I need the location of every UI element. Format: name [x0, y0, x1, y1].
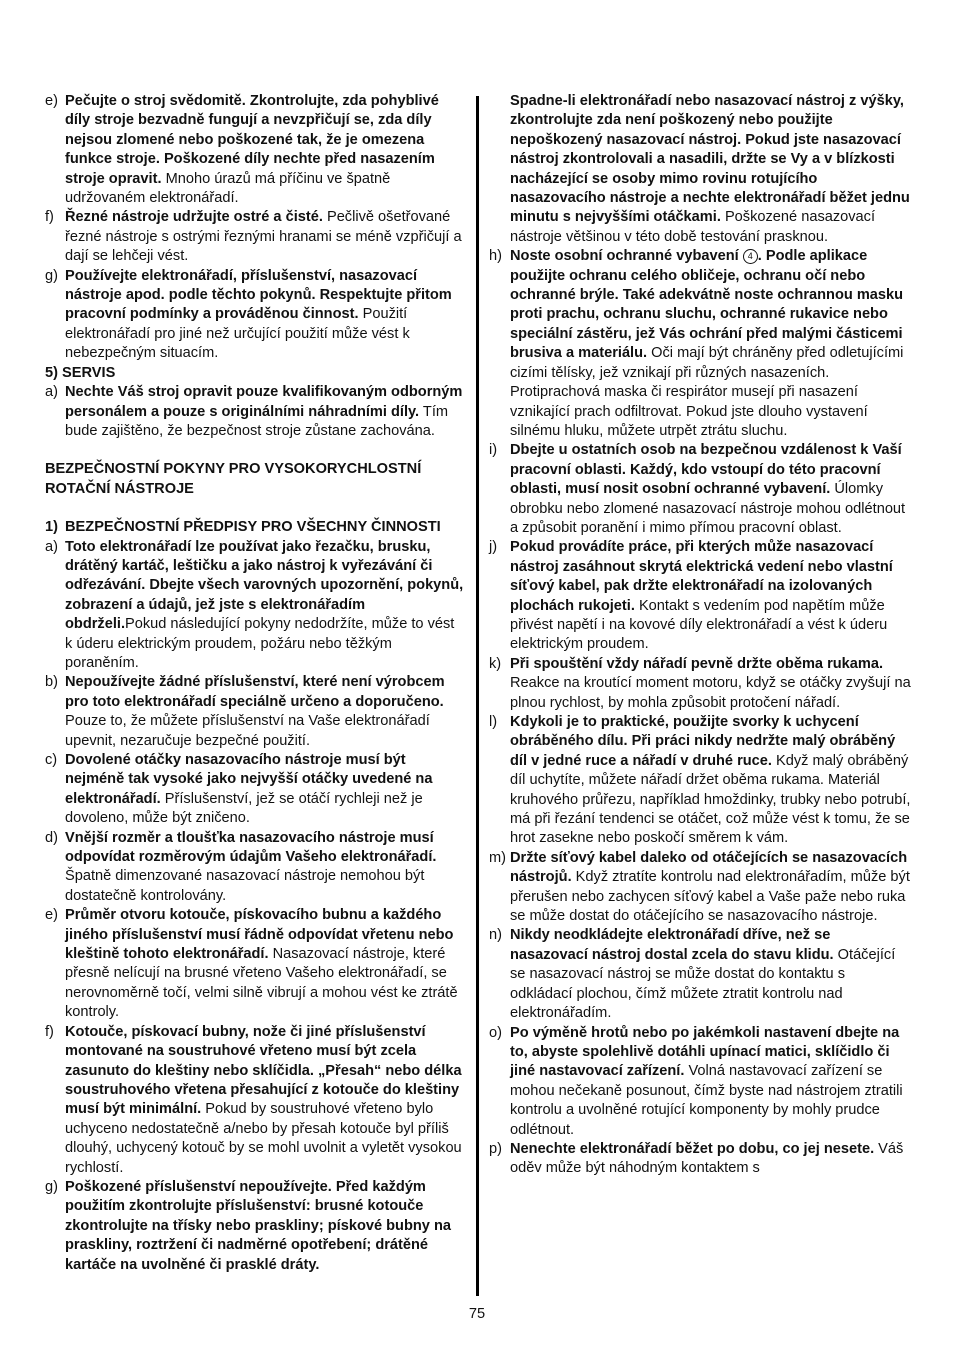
item-bold-text: Po výměně hrotů nebo po jakémkoli nastavení dbejte na to, abyste spolehlivě dotáhli upínací matici, sklíčidlo či jiné nastavovací zařízení. [510, 1024, 900, 1080]
item-bold-text: Nepoužívejte žádné příslušenství, které není výrobcem pro toto elektronářadí speciálně určeno a doporučeno. [65, 674, 445, 710]
item-text: Když malý obráběný díl uchytíte, můžete nářadí držet oběma rukama. Materiál kruhového průřezu, například hmoždinky, trubky nebo potrubí, má při řezání tendenci se otáčet, což může vést k tomu, že se hrot zasekne nebo poskočí směrem k vám. [510, 752, 911, 847]
sub-heading-text: BEZPEČNOSTNÍ PŘEDPISY PRO VŠECHNY ČINNOSTI [65, 519, 441, 536]
item-bold-text: Kotouče, pískovací bubny, nože či jiné příslušenství montované na soustruhové vřeteno musí být zcela zasunuto do kleštiny nebo sklíčidla. „Přesah“ nebo délka soustruhového vřetena přesahující z kotouče do kleštiny musí být minimální. [65, 1023, 462, 1118]
item-text: Tím bude zajištěno, že bezpečnost stroje zůstane zachována. [65, 403, 449, 439]
list-item-g [45, 267, 465, 364]
item-text: Pouze to, že můžete příslušenství na Vaše elektronářadí upevnit, nezaručuje bezpečné použití. [65, 713, 430, 749]
item-text: Otáčející se nasazovací nástroj se může dostat do kontaktu s odkládací plochou, čímž můžete ztratit kontrolu nad elektronářadím. [510, 946, 896, 1022]
item-letter: g) [45, 1178, 58, 1195]
list-item-e2 [45, 906, 465, 1022]
item-bold-text: Nenechte elektronářadí běžet po dobu, co jej nesete. [510, 1140, 875, 1157]
item-letter: d) [45, 829, 58, 846]
list-item-j [489, 538, 911, 654]
list-item-a [45, 538, 465, 674]
list-item-e [45, 92, 465, 208]
item-letter: b) [45, 674, 58, 691]
item-letter: g) [45, 267, 58, 284]
item-bold-text: Průměr otvoru kotouče, pískovacího bubnu a každého jiného příslušenství musí řádně odpovídat vřetenu nebo kleštině tohoto elektronářadí. [65, 907, 454, 963]
item-bold-text-2: . Podle aplikace použijte ochranu celého obličeje, ochranu očí nebo ochranné brýle. Také adekvátně noste ochrannou masku proti prachu, ochranu sluchu, ochranné rukavice nebo speciální zástěru, jež Vás ochrání před malými částicemi brusiva a materiálu. [510, 248, 904, 362]
item-letter: a) [45, 384, 58, 401]
list-item-f [45, 208, 465, 266]
item-letter: j) [489, 539, 498, 556]
list-item-n [489, 926, 911, 1023]
item-letter: a) [45, 538, 58, 555]
item-text: Špatně dimenzované nasazovací nástroje nemohou být dostatečně kontrolovány. [65, 868, 425, 904]
item-letter: m) [489, 849, 507, 866]
list-item-b [45, 673, 465, 751]
item-text: Mnoho úrazů má příčinu ve špatně udržovaném elektronářadí. [65, 170, 391, 207]
figure-reference-circle: 4 [743, 249, 758, 264]
item-letter: n) [489, 927, 502, 944]
item-letter: o) [489, 1024, 502, 1041]
item-bold-text: Nechte Váš stroj opravit pouze kvalifikovaným odborným personálem a pouze s originálními náhradními díly. [65, 384, 463, 420]
item-text: Příslušenství, jež se otáčí rychleji než je dovoleno, může být zničeno. [65, 790, 423, 827]
list-item-h [489, 247, 911, 441]
sub-heading [45, 518, 465, 537]
right-column [489, 92, 911, 1179]
item-letter: l) [489, 714, 498, 730]
item-letter: k) [489, 655, 502, 672]
item-text: Pečlivě ošetřované řezné nástroje s ostrými řeznými hranami se méně vzpřičují a dají se lehčeji vést. [65, 209, 462, 265]
list-item-c [45, 751, 465, 829]
item-letter: p) [489, 1140, 502, 1157]
servis-heading: 5) SERVIS [45, 364, 116, 381]
item-text: Reakce na kroutící moment motoru, když se otáčky zvyšují na plnou rychlost, by mohla způsobit protočení nářadí. [510, 675, 911, 711]
item-bold-text: Toto elektronářadí lze používat jako řezačku, brusku, drátěný kartáč, leštičku a jako nástroj k vyřezávání či odřezávání. Dbejte všech varovných upozornění, pokynů, zobrazení a údajů, jež jste s elektronářadím obdrželi. [65, 538, 464, 633]
item-bold-text: Držte síťový kabel daleko od otáčejících se nasazovacích nástrojů. [510, 849, 908, 886]
list-item-continuation [489, 92, 911, 247]
list-item-d [45, 829, 465, 907]
list-item-g2 [45, 1178, 465, 1275]
sub-heading-number: 1) [45, 519, 58, 536]
item-text: Pokud následující pokyny nedodržíte, může to vést k úderu elektrickým proudem, požáru nebo těžkým poraněním. [65, 616, 455, 671]
item-text: Oči mají být chráněny před odletujícími cizími tělísky, jež vznikají při různých nasazeních. Protiprachová maska či respirátor musejí při nasazení vznikající prach odfiltrovat. Pokud jste dlouho vystavení silnému hluku, můžete utrpět ztrátu sluchu. [510, 345, 904, 439]
item-bold-text: Vnější rozměr a tloušťka nasazovacího nástroje musí odpovídat rozměrovým údajům Vašeho elektronářadí. [65, 829, 437, 866]
item-bold-text: Používejte elektronářadí, příslušenství, nasazovací nástroje apod. podle těchto pokynů. Respektujte přitom pracovní podmínky a prováděnou činnost. [65, 267, 452, 323]
item-bold-text: Pokud provádíte práce, při kterých může nasazovací nástroj zasáhnout skrytá elektrická vedení nebo vlastní síťový kabel, pak držte elektronářadí na izolovaných plochách rukojeti. [510, 539, 893, 614]
item-bold-text: Nikdy neodkládejte elektronářadí dříve, než se nasazovací nástroj dostal zcela do stavu klidu. [510, 927, 834, 963]
item-text: Kontakt s vedením pod napětím může přivést napětí i na kovové díly elektronářadí a vést k úderu elektrickým proudem. [510, 597, 888, 653]
item-bold-text: Noste osobní ochranné vybavení [510, 248, 743, 265]
item-bold-text: Kdykoli je to praktické, použijte svorky k uchycení obráběného dílu. Při práci nikdy nedržte malý obráběný díl v jedné ruce a nářadí v druhé ruce. [510, 714, 896, 769]
item-bold-text: Dbejte u ostatních osob na bezpečnou vzdálenost k Vaší pracovní oblasti. Každý, kdo vstoupí do této pracovní oblasti, musí nosit osobní ochranné vybavení. [510, 442, 902, 498]
item-bold-text: Spadne-li elektronářadí nebo nasazovací nástroj z výšky, zkontrolujte zda není poškozený nebo použijte nepoškozený nasazovací nástroj. Pokud jste nasazovací nástroj zkontrolovali a nasadili, držte se Vy a v blízkosti nacházející se osoby mimo rovinu rotujícího nasazovacího nástroje a nechte elektronářadí běžet jednu minutu s nejvyššími otáčkami. [510, 93, 910, 226]
item-text: Pokud by soustruhové vřeteno bylo uchyceno nedostatečně a/nebo by přesah kotouče byl příliš dlouhý, uchycený kotouč by se mohl uvolnit a vyletět vysokou rychlostí. [65, 1101, 462, 1176]
list-item-l [489, 713, 911, 849]
list-item-o [489, 1024, 911, 1140]
item-bold-text: Poškozené příslušenství nepoužívejte. Před každým použitím zkontrolujte příslušenství: brusné kotouče zkontrolujte na třísky nebo praskliny; pískové bubny na praskliny, roztržení či nadměrné opotřebení; drátěné kartáče na uvolněné či prasklé dráty. [65, 1178, 452, 1273]
item-text: Poškozené nasazovací nástroje většinou v této době testování prasknou. [510, 209, 876, 245]
item-bold-text: Pečujte o stroj svědomitě. Zkontrolujte, zda pohyblivé díly stroje bezvadně fungují a nevzpřičují se, zda díly nejsou zlomené nebo poškozené tak, že je omezena funkce stroje. Poškozené díly nechte před nasazením stroje opravit. [65, 93, 439, 187]
item-letter: f) [45, 209, 54, 226]
item-bold-text: Dovolené otáčky nasazovacího nástroje musí být nejméně tak vysoké jako nejvyšší otáčky uvedené na elektronářadí. [65, 752, 433, 807]
section-heading: BEZPEČNOSTNÍ POKYNY PRO VYSOKORYCHLOSTNÍ ROTAČNÍ NÁSTROJE [45, 461, 422, 497]
item-letter: e) [45, 907, 58, 924]
item-letter: f) [45, 1023, 54, 1040]
left-column [45, 92, 465, 1275]
item-text: Když ztratíte kontrolu nad elektronářadím, může být přerušen nebo zachycen síťový kabel a Vaše paže nebo ruka se může dostat do otáčejícího se nasazovacího nástroje. [510, 869, 910, 925]
list-item-p [489, 1140, 911, 1179]
item-bold-text: Řezné nástroje udržujte ostré a čisté. [65, 209, 323, 226]
page-number: 75 [468, 1306, 486, 1322]
item-text: Volná nastavovací zařízení se mohou nečekaně posunout, čímž byste nad nástrojem ztratili kontrolu a uvolněné rotující komponenty by mohly prudce odlétnout. [510, 1063, 903, 1138]
list-item-f2 [45, 1023, 465, 1178]
item-letter: i) [489, 442, 498, 459]
item-letter: c) [45, 752, 58, 768]
item-letter: e) [45, 93, 58, 109]
column-divider [476, 96, 479, 1296]
list-item-i [489, 441, 911, 538]
item-text: Nasazovací nástroje, které přesně nelícují na brusné vřeteno Vašeho elektronářadí, se nerovnoměrně točí, velmi silně vibrují a mohou vést ke ztrátě kontroly. [65, 946, 458, 1021]
item-letter: h) [489, 248, 502, 265]
item-bold-text: Při spouštění vždy nářadí pevně držte oběma rukama. [510, 655, 884, 672]
item-text: Použití elektronářadí pro jiné než určující použití může vést k nebezpečným situacím. [65, 306, 410, 362]
item-text: Úlomky obrobku nebo zlomené nasazovací nástroje mohou odlétnout a způsobit poranění i mimo přímou pracovní oblast. [510, 481, 906, 536]
item-text: Váš oděv může být náhodným kontaktem s [510, 1140, 904, 1177]
list-item-servis-a [45, 383, 465, 441]
list-item-k [489, 655, 911, 713]
list-item-m [489, 849, 911, 927]
